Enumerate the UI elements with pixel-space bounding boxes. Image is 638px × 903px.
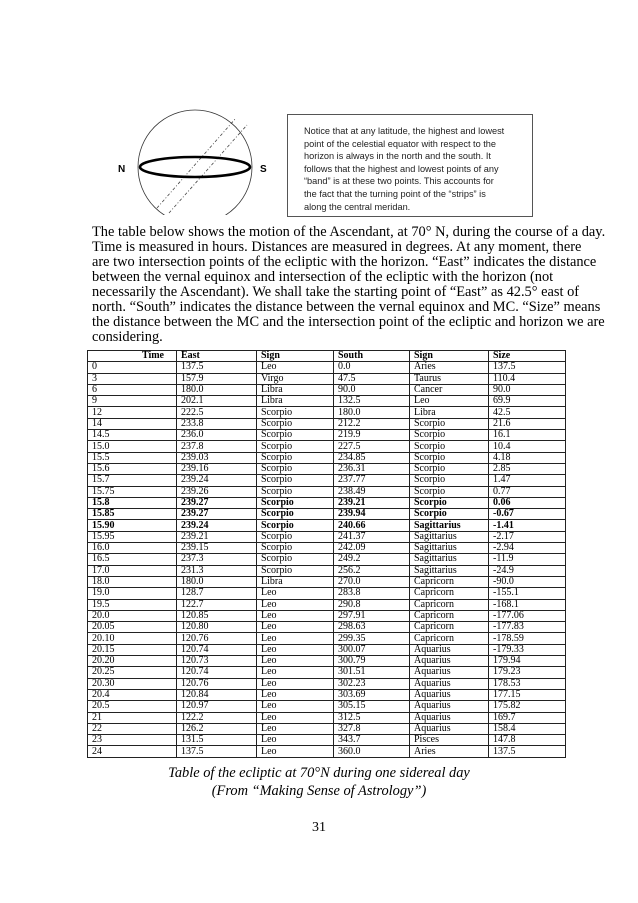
cell-time: 20.5 — [88, 701, 177, 712]
note-line: Notice that at any latitude, the highest and lowest — [304, 126, 505, 136]
cell-south: 300.79 — [334, 656, 410, 667]
page-number: 31 — [312, 820, 326, 835]
cell-east: 231.3 — [177, 565, 257, 576]
cell-size: -155.1 — [489, 588, 566, 599]
cell-south-sign: Scorpio — [410, 497, 489, 508]
cell-east: 239.24 — [177, 520, 257, 531]
cell-time: 15.95 — [88, 531, 177, 542]
cell-size: -2.94 — [489, 543, 566, 554]
paragraph-line: north. “South” indicates the distance between the vernal equinox and MC. “Size” means — [92, 299, 601, 315]
cell-south-sign: Aries — [410, 362, 489, 373]
cell-south-sign: Capricorn — [410, 599, 489, 610]
cell-time: 3 — [88, 373, 177, 384]
cell-time: 20.30 — [88, 678, 177, 689]
cell-south: 305.15 — [334, 701, 410, 712]
cell-east: 236.0 — [177, 430, 257, 441]
cell-east-sign: Scorpio — [257, 565, 334, 576]
cell-size: -90.0 — [489, 576, 566, 587]
cell-size: 21.6 — [489, 418, 566, 429]
cell-east-sign: Leo — [257, 599, 334, 610]
cell-east: 222.5 — [177, 407, 257, 418]
cell-time: 17.0 — [88, 565, 177, 576]
cell-south: 219.9 — [334, 430, 410, 441]
cell-south-sign: Sagittarius — [410, 543, 489, 554]
cell-time: 24 — [88, 746, 177, 757]
cell-south: 327.8 — [334, 723, 410, 734]
header-south: South — [334, 351, 410, 362]
cell-south: 256.2 — [334, 565, 410, 576]
cell-size: 179.94 — [489, 656, 566, 667]
table-row — [88, 362, 566, 373]
cell-east: 137.5 — [177, 746, 257, 757]
cell-time: 20.05 — [88, 622, 177, 633]
cell-east: 120.74 — [177, 644, 257, 655]
equator-band-line — [157, 118, 236, 208]
paragraph-line: considering. — [92, 329, 163, 345]
cell-size: 16.1 — [489, 430, 566, 441]
cell-east-sign: Virgo — [257, 373, 334, 384]
cell-east-sign: Leo — [257, 588, 334, 599]
cell-east: 239.16 — [177, 463, 257, 474]
cell-south-sign: Scorpio — [410, 430, 489, 441]
cell-south: 234.85 — [334, 452, 410, 463]
cell-east: 120.76 — [177, 633, 257, 644]
cell-size: -177.06 — [489, 610, 566, 621]
table-row — [88, 543, 566, 554]
cell-east-sign: Leo — [257, 678, 334, 689]
cell-south-sign: Aquarius — [410, 712, 489, 723]
cell-east-sign: Libra — [257, 384, 334, 395]
cell-east: 157.9 — [177, 373, 257, 384]
cell-east-sign: Scorpio — [257, 407, 334, 418]
cell-south-sign: Aries — [410, 746, 489, 757]
table-row — [88, 712, 566, 723]
cell-south-sign: Sagittarius — [410, 565, 489, 576]
cell-south-sign: Capricorn — [410, 588, 489, 599]
cell-time: 16.0 — [88, 543, 177, 554]
cell-south-sign: Capricorn — [410, 610, 489, 621]
table-row — [88, 678, 566, 689]
cell-east: 120.73 — [177, 656, 257, 667]
cell-east-sign: Leo — [257, 656, 334, 667]
cell-time: 16.5 — [88, 554, 177, 565]
cell-east-sign: Scorpio — [257, 452, 334, 463]
cell-south-sign: Capricorn — [410, 622, 489, 633]
cell-east: 239.15 — [177, 543, 257, 554]
cell-size: 90.0 — [489, 384, 566, 395]
table-row — [88, 463, 566, 474]
header-size: Size — [489, 351, 566, 362]
table-row — [88, 610, 566, 621]
cell-east-sign: Leo — [257, 610, 334, 621]
table-row — [88, 701, 566, 712]
cell-south: 290.8 — [334, 599, 410, 610]
cell-east: 120.76 — [177, 678, 257, 689]
table-row — [88, 486, 566, 497]
cell-south-sign: Leo — [410, 396, 489, 407]
cell-east-sign: Scorpio — [257, 520, 334, 531]
cell-east: 237.3 — [177, 554, 257, 565]
cell-south-sign: Sagittarius — [410, 531, 489, 542]
cell-size: -1.41 — [489, 520, 566, 531]
cell-size: 137.5 — [489, 746, 566, 757]
cell-size: -2.17 — [489, 531, 566, 542]
cell-east: 239.24 — [177, 475, 257, 486]
cell-east: 239.26 — [177, 486, 257, 497]
cell-east: 237.8 — [177, 441, 257, 452]
cell-time: 9 — [88, 396, 177, 407]
paragraph-line: necessarily the Ascendant). We shall take the starting point of “East” as 42.5° east of — [92, 284, 580, 300]
table-row — [88, 441, 566, 452]
cell-size: -11.9 — [489, 554, 566, 565]
paragraph-line: are two intersection points of the ecliptic with the horizon. “East” indicates the distance — [92, 254, 597, 270]
cell-east-sign: Leo — [257, 712, 334, 723]
table-row — [88, 384, 566, 395]
cell-east-sign: Scorpio — [257, 531, 334, 542]
cell-east: 128.7 — [177, 588, 257, 599]
equator-band-line — [169, 125, 247, 213]
cell-time: 20.15 — [88, 644, 177, 655]
cell-time: 20.25 — [88, 667, 177, 678]
note-line: along the central meridan. — [304, 201, 411, 212]
celestial-sphere-diagram — [100, 105, 280, 215]
cell-south-sign: Taurus — [410, 373, 489, 384]
cell-south-sign: Aquarius — [410, 701, 489, 712]
cell-size: 179.23 — [489, 667, 566, 678]
cell-south: 242.09 — [334, 543, 410, 554]
cell-south: 343.7 — [334, 735, 410, 746]
north-label: N — [118, 164, 126, 175]
table-row — [88, 554, 566, 565]
cell-south: 227.5 — [334, 441, 410, 452]
table-row — [88, 599, 566, 610]
cell-east-sign: Scorpio — [257, 554, 334, 565]
cell-south: 270.0 — [334, 576, 410, 587]
cell-south: 302.23 — [334, 678, 410, 689]
cell-time: 18.0 — [88, 576, 177, 587]
cell-south-sign: Aquarius — [410, 689, 489, 700]
cell-east: 239.27 — [177, 497, 257, 508]
table-row — [88, 396, 566, 407]
table-row — [88, 565, 566, 576]
cell-size: 1.47 — [489, 475, 566, 486]
cell-time: 14 — [88, 418, 177, 429]
cell-east-sign: Scorpio — [257, 441, 334, 452]
table-caption — [0, 764, 638, 800]
table-row — [88, 689, 566, 700]
cell-time: 19.0 — [88, 588, 177, 599]
table-row — [88, 656, 566, 667]
cell-size: 110.4 — [489, 373, 566, 384]
celestial-sphere-outline — [138, 110, 252, 215]
body-paragraph — [92, 224, 606, 345]
cell-south-sign: Aquarius — [410, 644, 489, 655]
cell-east-sign: Scorpio — [257, 497, 334, 508]
cell-south-sign: Cancer — [410, 384, 489, 395]
cell-size: 137.5 — [489, 362, 566, 373]
note-line: point of the celestial equator with respect to the — [304, 138, 497, 149]
cell-east-sign: Scorpio — [257, 486, 334, 497]
cell-size: 69.9 — [489, 396, 566, 407]
ecliptic-table — [87, 350, 566, 758]
cell-south: 240.66 — [334, 520, 410, 531]
cell-south: 239.21 — [334, 497, 410, 508]
cell-east-sign: Leo — [257, 667, 334, 678]
header-sign-south: Sign — [410, 351, 489, 362]
cell-south: 312.5 — [334, 712, 410, 723]
paragraph-line: Time is measured in hours. Distances are measured in degrees. At any moment, there — [92, 239, 582, 255]
cell-east: 239.21 — [177, 531, 257, 542]
cell-time: 15.85 — [88, 509, 177, 520]
cell-south-sign: Capricorn — [410, 576, 489, 587]
cell-east-sign: Scorpio — [257, 475, 334, 486]
table-row — [88, 452, 566, 463]
cell-time: 22 — [88, 723, 177, 734]
cell-south-sign: Aquarius — [410, 723, 489, 734]
cell-south: 241.37 — [334, 531, 410, 542]
cell-size: 42.5 — [489, 407, 566, 418]
cell-east: 131.5 — [177, 735, 257, 746]
cell-south: 237.77 — [334, 475, 410, 486]
cell-time: 20.10 — [88, 633, 177, 644]
cell-east: 120.74 — [177, 667, 257, 678]
table-row — [88, 576, 566, 587]
south-label: S — [260, 164, 267, 175]
cell-south: 298.63 — [334, 622, 410, 633]
cell-south-sign: Scorpio — [410, 486, 489, 497]
cell-east: 137.5 — [177, 362, 257, 373]
cell-south-sign: Sagittarius — [410, 520, 489, 531]
table-row — [88, 667, 566, 678]
cell-east: 239.03 — [177, 452, 257, 463]
cell-time: 20.0 — [88, 610, 177, 621]
note-line: follows that the highest and lowest points of any — [304, 163, 499, 174]
paragraph-line: between the vernal equinox and intersection of the ecliptic with the horizon (not — [92, 269, 554, 285]
note-line: “band” is at these two points. This accounts for — [304, 176, 494, 187]
cell-east: 122.2 — [177, 712, 257, 723]
table-row — [88, 622, 566, 633]
table-row — [88, 644, 566, 655]
cell-south: 239.94 — [334, 509, 410, 520]
header-time: Time — [88, 351, 177, 362]
cell-east-sign: Libra — [257, 396, 334, 407]
cell-south-sign: Scorpio — [410, 475, 489, 486]
table-row — [88, 475, 566, 486]
cell-east: 180.0 — [177, 384, 257, 395]
cell-time: 15.7 — [88, 475, 177, 486]
cell-time: 14.5 — [88, 430, 177, 441]
cell-south: 283.8 — [334, 588, 410, 599]
cell-east-sign: Leo — [257, 633, 334, 644]
cell-south: 132.5 — [334, 396, 410, 407]
cell-east-sign: Leo — [257, 723, 334, 734]
table-row — [88, 588, 566, 599]
cell-south-sign: Scorpio — [410, 441, 489, 452]
cell-size: -178.59 — [489, 633, 566, 644]
cell-south: 212.2 — [334, 418, 410, 429]
cell-east-sign: Scorpio — [257, 463, 334, 474]
cell-east-sign: Scorpio — [257, 543, 334, 554]
cell-south-sign: Aquarius — [410, 678, 489, 689]
cell-south-sign: Libra — [410, 407, 489, 418]
cell-time: 23 — [88, 735, 177, 746]
caption-source: (From “Making Sense of Astrology”) — [211, 783, 427, 799]
cell-south-sign: Scorpio — [410, 418, 489, 429]
cell-size: 169.7 — [489, 712, 566, 723]
cell-south-sign: Capricorn — [410, 633, 489, 644]
cell-east-sign: Scorpio — [257, 509, 334, 520]
table-row — [88, 430, 566, 441]
cell-size: -168.1 — [489, 599, 566, 610]
cell-time: 19.5 — [88, 599, 177, 610]
cell-east: 233.8 — [177, 418, 257, 429]
cell-east-sign: Leo — [257, 746, 334, 757]
table-row — [88, 735, 566, 746]
paragraph-line: the distance between the MC and the intersection point of the ecliptic and horizon we are — [92, 314, 605, 330]
cell-time: 15.0 — [88, 441, 177, 452]
cell-east: 120.85 — [177, 610, 257, 621]
table-row — [88, 407, 566, 418]
table-row — [88, 531, 566, 542]
cell-size: -24.9 — [489, 565, 566, 576]
cell-time: 20.20 — [88, 656, 177, 667]
caption-title: Table of the ecliptic at 70°N during one sidereal day — [168, 765, 470, 781]
table-header-row — [88, 351, 566, 362]
cell-south: 297.91 — [334, 610, 410, 621]
cell-size: -0.67 — [489, 509, 566, 520]
cell-south-sign: Scorpio — [410, 463, 489, 474]
cell-time: 0 — [88, 362, 177, 373]
cell-east: 120.84 — [177, 689, 257, 700]
cell-size: -177.83 — [489, 622, 566, 633]
cell-east: 122.7 — [177, 599, 257, 610]
header-east: East — [177, 351, 257, 362]
note-line: horizon is always in the north and the south. It — [304, 151, 491, 162]
cell-south-sign: Pisces — [410, 735, 489, 746]
table-row — [88, 723, 566, 734]
cell-size: 0.06 — [489, 497, 566, 508]
cell-size: -179.33 — [489, 644, 566, 655]
cell-south-sign: Scorpio — [410, 509, 489, 520]
cell-size: 2.85 — [489, 463, 566, 474]
table-row — [88, 373, 566, 384]
cell-south: 238.49 — [334, 486, 410, 497]
note-line: the fact that the turning point of the “strips” is — [304, 188, 486, 199]
table-row — [88, 418, 566, 429]
cell-south: 300.07 — [334, 644, 410, 655]
cell-east-sign: Scorpio — [257, 430, 334, 441]
cell-south: 301.51 — [334, 667, 410, 678]
table-row — [88, 633, 566, 644]
cell-east: 120.97 — [177, 701, 257, 712]
cell-size: 0.77 — [489, 486, 566, 497]
cell-south: 303.69 — [334, 689, 410, 700]
cell-size: 158.4 — [489, 723, 566, 734]
cell-south: 360.0 — [334, 746, 410, 757]
table-row — [88, 509, 566, 520]
cell-east: 120.80 — [177, 622, 257, 633]
cell-time: 6 — [88, 384, 177, 395]
cell-south-sign: Aquarius — [410, 656, 489, 667]
cell-south-sign: Sagittarius — [410, 554, 489, 565]
cell-east-sign: Leo — [257, 362, 334, 373]
cell-east-sign: Leo — [257, 644, 334, 655]
cell-size: 147.8 — [489, 735, 566, 746]
cell-south: 180.0 — [334, 407, 410, 418]
cell-east: 239.27 — [177, 509, 257, 520]
cell-east: 126.2 — [177, 723, 257, 734]
cell-south-sign: Aquarius — [410, 667, 489, 678]
cell-size: 177.15 — [489, 689, 566, 700]
cell-east-sign: Leo — [257, 735, 334, 746]
cell-size: 10.4 — [489, 441, 566, 452]
cell-east-sign: Leo — [257, 689, 334, 700]
cell-east-sign: Scorpio — [257, 418, 334, 429]
cell-time: 15.8 — [88, 497, 177, 508]
cell-east-sign: Libra — [257, 576, 334, 587]
cell-south: 0.0 — [334, 362, 410, 373]
cell-south: 90.0 — [334, 384, 410, 395]
header-sign-east: Sign — [257, 351, 334, 362]
note-box — [287, 114, 533, 217]
table-row — [88, 746, 566, 757]
paragraph-line: The table below shows the motion of the Ascendant, at 70° N, during the course of a day. — [92, 224, 606, 240]
cell-size: 175.82 — [489, 701, 566, 712]
cell-south: 47.5 — [334, 373, 410, 384]
cell-time: 20.4 — [88, 689, 177, 700]
cell-size: 178.53 — [489, 678, 566, 689]
cell-south: 236.31 — [334, 463, 410, 474]
cell-south-sign: Scorpio — [410, 452, 489, 463]
cell-south: 249.2 — [334, 554, 410, 565]
cell-east-sign: Leo — [257, 622, 334, 633]
cell-south: 299.35 — [334, 633, 410, 644]
cell-time: 15.75 — [88, 486, 177, 497]
cell-east-sign: Leo — [257, 701, 334, 712]
table-row — [88, 497, 566, 508]
cell-time: 15.90 — [88, 520, 177, 531]
cell-size: 4.18 — [489, 452, 566, 463]
cell-time: 21 — [88, 712, 177, 723]
horizon-ellipse — [140, 157, 250, 177]
cell-east: 180.0 — [177, 576, 257, 587]
cell-east: 202.1 — [177, 396, 257, 407]
table-row — [88, 520, 566, 531]
cell-time: 12 — [88, 407, 177, 418]
cell-time: 15.5 — [88, 452, 177, 463]
cell-time: 15.6 — [88, 463, 177, 474]
